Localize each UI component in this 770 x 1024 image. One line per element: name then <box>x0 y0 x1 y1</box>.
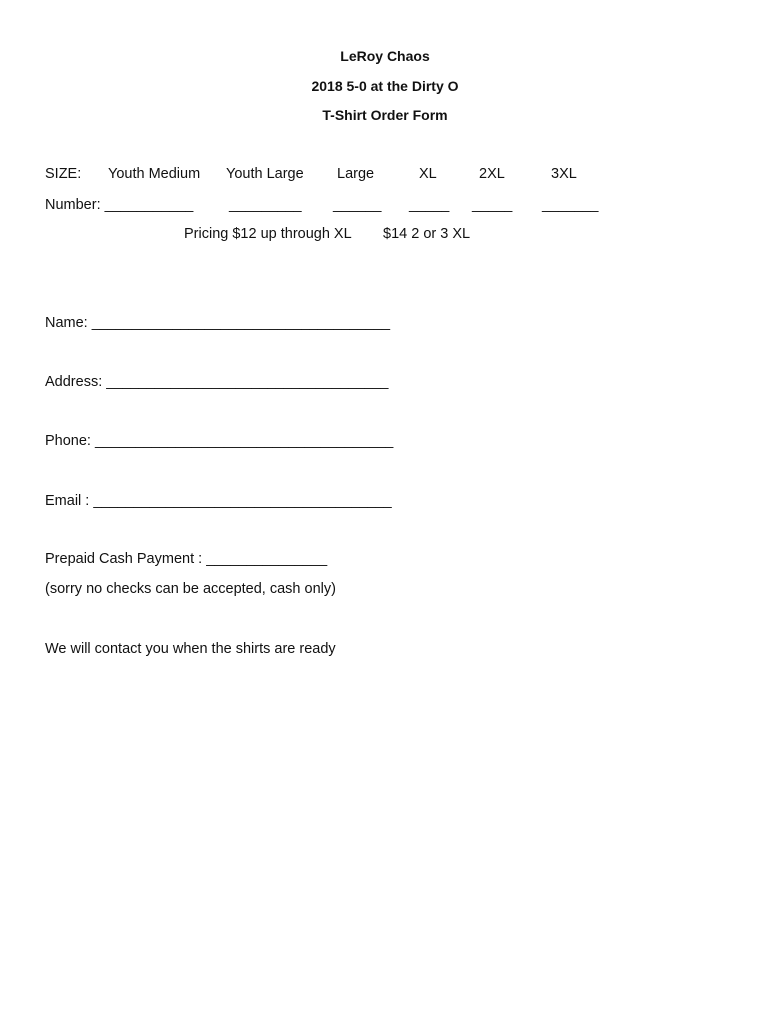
number-blank-2xl[interactable]: _____ <box>472 197 513 213</box>
size-large: Large <box>337 166 375 182</box>
pricing-standard: Pricing $12 up through XL <box>184 226 352 242</box>
title-line-2: 2018 5-0 at the Dirty O <box>311 78 459 94</box>
cash-only-note: (sorry no checks can be accepted, cash only) <box>45 581 336 597</box>
size-xl: XL <box>419 166 437 182</box>
name-field[interactable]: Name: _____________________________________ <box>45 315 391 331</box>
phone-field[interactable]: Phone: _____________________________________ <box>45 433 394 449</box>
size-2xl: 2XL <box>479 166 505 182</box>
pricing-plus: $14 2 or 3 XL <box>383 226 471 242</box>
address-field[interactable]: Address: ___________________________________ <box>45 374 389 390</box>
size-3xl: 3XL <box>551 166 577 182</box>
number-blank-large[interactable]: ______ <box>333 197 382 213</box>
number-blank-youth-large[interactable]: _________ <box>229 197 302 213</box>
number-blank-3xl[interactable]: _______ <box>542 197 599 213</box>
number-label-youth-medium[interactable]: Number: ___________ <box>45 197 194 213</box>
number-blank-xl[interactable]: _____ <box>409 197 450 213</box>
size-label: SIZE: <box>45 166 82 182</box>
size-youth-large: Youth Large <box>226 166 304 182</box>
contact-note: We will contact you when the shirts are ready <box>45 641 336 657</box>
email-field[interactable]: Email : _____________________________________ <box>45 493 392 509</box>
title-line-1: LeRoy Chaos <box>340 48 430 64</box>
size-youth-medium: Youth Medium <box>108 166 201 182</box>
title-line-3: T-Shirt Order Form <box>322 107 448 123</box>
payment-field[interactable]: Prepaid Cash Payment : _______________ <box>45 551 328 567</box>
